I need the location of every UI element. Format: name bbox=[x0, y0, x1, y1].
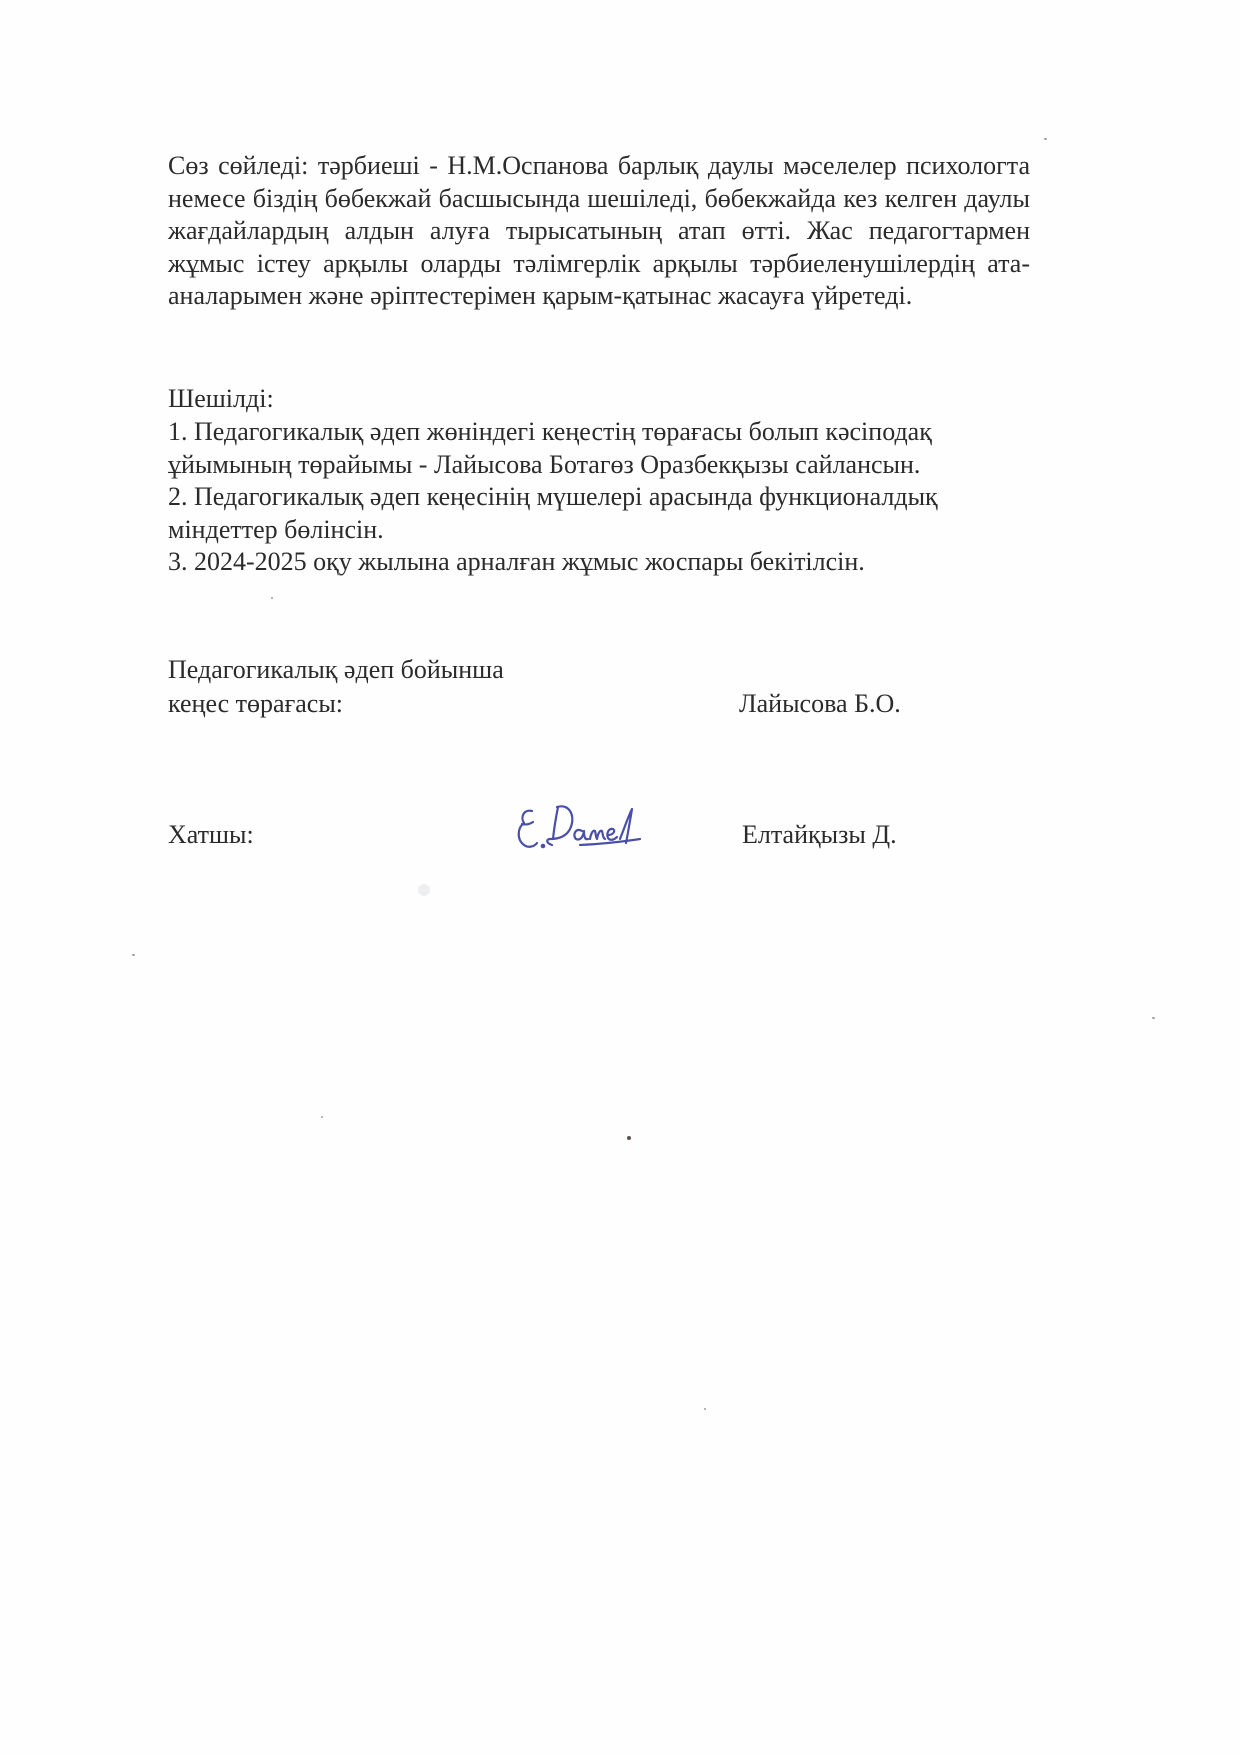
secretary-name: Елтайқызы Д. bbox=[742, 820, 897, 849]
scan-speck bbox=[1152, 1017, 1155, 1019]
secretary-label: Хатшы: bbox=[168, 820, 254, 849]
speech-paragraph: Сөз сөйледі: тәрбиеші - Н.М.Оспанова барлық даулы мәселелер психологта немесе біздің бөбекжай басшысында шешіледі, бөбекжайда кез келген даулы жағдайлардың алдын алуға тырысатының атап өтті. Жас педагогтармен жұмыс істеу арқылы оларды тәлімгерлік арқылы тәрбиеленушілердің ата-аналарымен және әріптестерімен қарым-қатынас жасауға үйретеді. bbox=[168, 151, 1030, 310]
decided-heading: Шешілді: bbox=[168, 384, 274, 413]
decision-item: 2. Педагогикалық әдеп кеңесінің мүшелері арасында функционалдық міндеттер бөлінсін. bbox=[168, 482, 938, 544]
scan-speck bbox=[627, 1136, 631, 1140]
scan-speck bbox=[704, 1408, 706, 1410]
decision-item: 3. 2024-2025 оқу жылына арналған жұмыс жоспары бекітілсін. bbox=[168, 547, 865, 576]
scan-speck bbox=[418, 884, 430, 896]
scan-speck bbox=[271, 597, 273, 599]
secretary-signature bbox=[510, 793, 660, 863]
chair-title-line1: Педагогикалық әдеп бойынша bbox=[168, 655, 504, 684]
scan-speck bbox=[132, 954, 135, 956]
decision-item: 1. Педагогикалық әдеп жөніндегі кеңестің төрағасы болып кәсіподақ ұйымының төрайымы - Лайысова Ботагөз Оразбекқызы сайлансын. bbox=[168, 417, 932, 479]
scan-speck bbox=[321, 1116, 323, 1118]
chair-name: Лайысова Б.О. bbox=[739, 689, 901, 718]
decisions-list bbox=[168, 416, 1048, 579]
chair-title-line2: кеңес төрағасы: bbox=[168, 689, 344, 718]
scan-speck bbox=[1044, 138, 1047, 140]
